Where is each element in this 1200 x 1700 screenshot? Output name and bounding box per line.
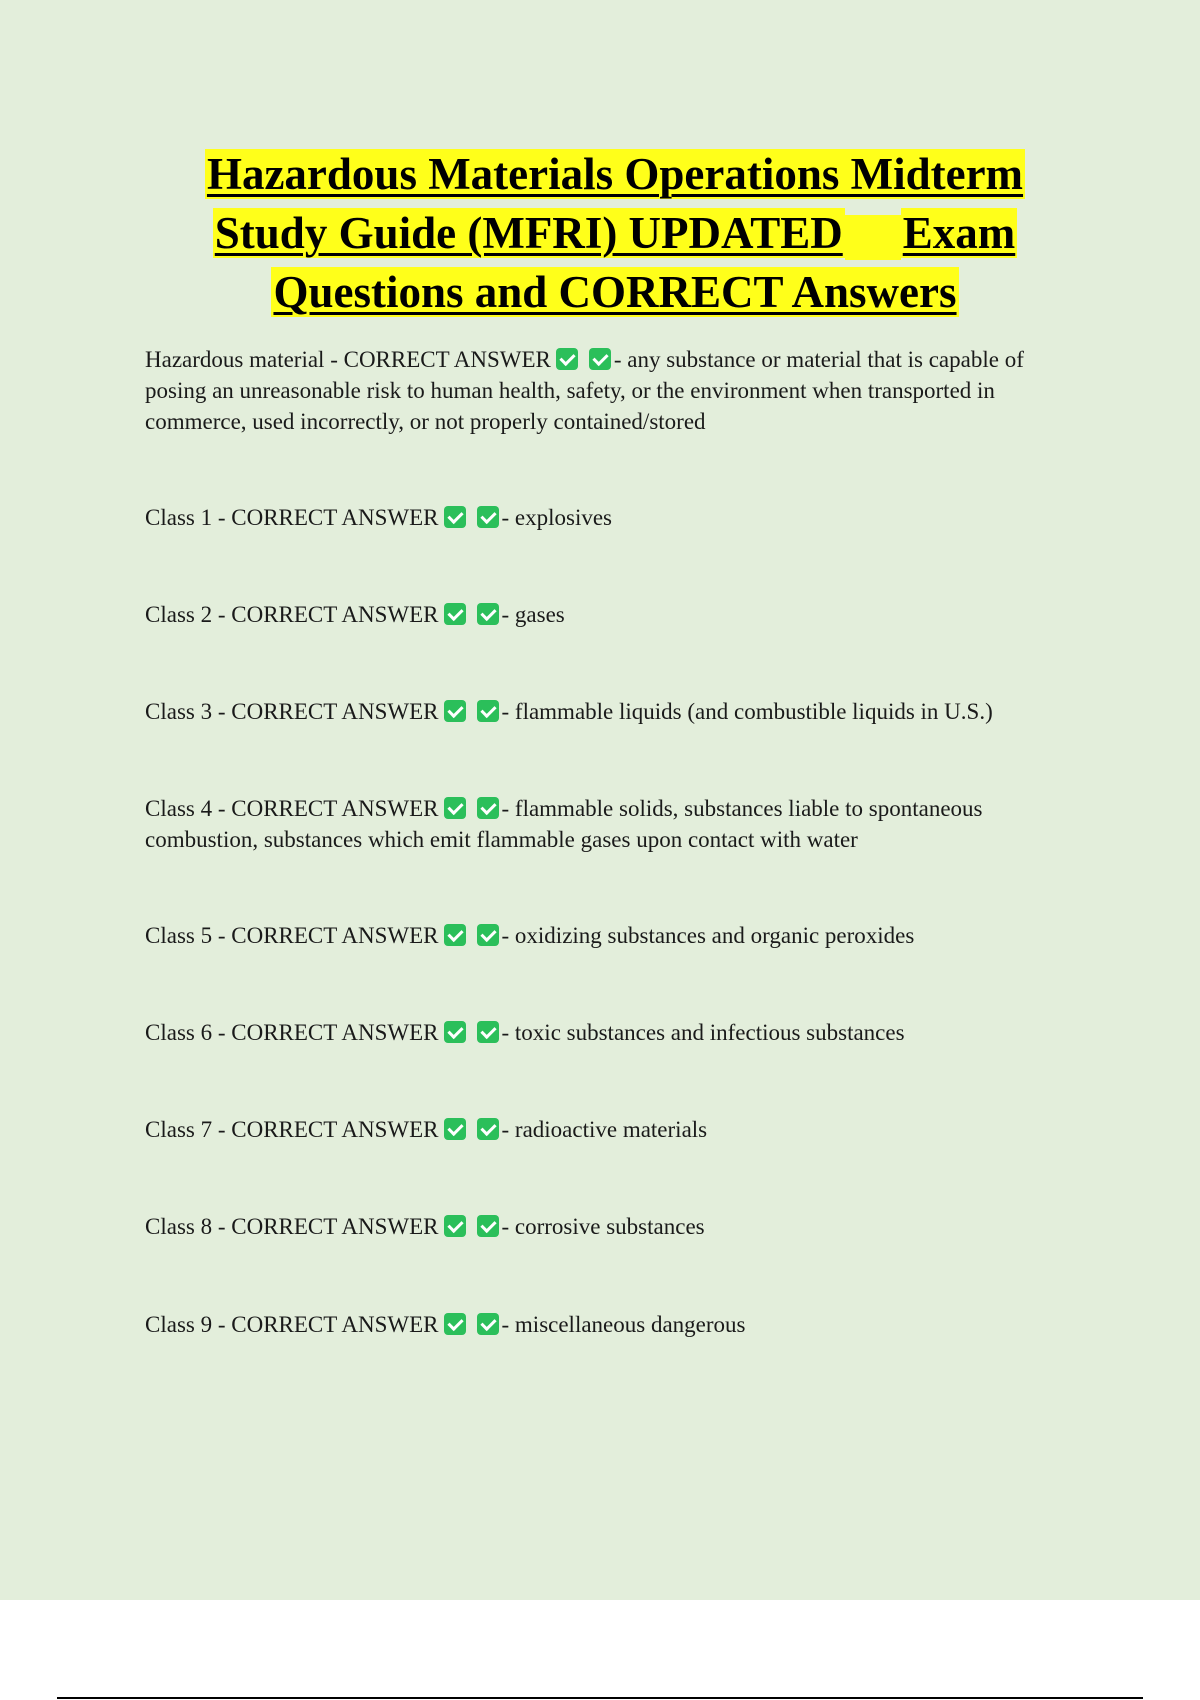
check-box-icon bbox=[444, 1118, 466, 1140]
footer-divider bbox=[57, 1697, 1143, 1699]
title-line-3: Questions and CORRECT Answers bbox=[273, 267, 957, 317]
qa-entry bbox=[145, 502, 1075, 533]
check-box-icon bbox=[477, 1215, 499, 1237]
entry-definition: - oxidizing substances and organic peroxides bbox=[501, 923, 915, 948]
entry-definition: - flammable liquids (and combustible liquids in U.S.) bbox=[501, 699, 993, 724]
check-box-icon bbox=[444, 1313, 466, 1335]
check-box-icon bbox=[444, 1021, 466, 1043]
title-line-1: Hazardous Materials Operations Midterm bbox=[206, 149, 1024, 199]
entry-term: Class 1 - CORRECT ANSWER bbox=[145, 505, 439, 530]
entry-term: Class 4 - CORRECT ANSWER bbox=[145, 796, 439, 821]
title-line-2-part-2: Exam bbox=[902, 208, 1016, 258]
check-box-icon bbox=[444, 1215, 466, 1237]
check-box-icon bbox=[444, 506, 466, 528]
check-box-icon bbox=[444, 603, 466, 625]
qa-entry bbox=[145, 1211, 1075, 1242]
document-title bbox=[145, 145, 1085, 322]
qa-entry bbox=[145, 344, 1075, 437]
entry-definition: - corrosive substances bbox=[501, 1214, 705, 1239]
entry-term: Class 2 - CORRECT ANSWER bbox=[145, 602, 439, 627]
entry-term: Class 8 - CORRECT ANSWER bbox=[145, 1214, 439, 1239]
check-box-icon bbox=[477, 603, 499, 625]
qa-entry bbox=[145, 793, 1075, 855]
check-box-icon bbox=[477, 700, 499, 722]
entry-definition: - gases bbox=[501, 602, 565, 627]
entry-definition: - any substance or material that is capable of posing an unreasonable risk to human health, safety, or the environment when transported in commerce, used incorrectly, or not properly contained/stored bbox=[145, 347, 1024, 434]
check-box-icon bbox=[444, 700, 466, 722]
entry-term: Class 7 - CORRECT ANSWER bbox=[145, 1117, 439, 1142]
qa-entry bbox=[145, 1017, 1075, 1048]
check-box-icon bbox=[589, 348, 611, 370]
entry-definition: - flammable solids, substances liable to spontaneous combustion, substances which emit flammable gases upon contact with water bbox=[145, 796, 983, 852]
check-box-icon bbox=[444, 797, 466, 819]
entry-definition: - radioactive materials bbox=[501, 1117, 708, 1142]
qa-entry bbox=[145, 1114, 1075, 1145]
entry-definition: - toxic substances and infectious substances bbox=[501, 1020, 905, 1045]
entry-term: Class 5 - CORRECT ANSWER bbox=[145, 923, 439, 948]
check-box-icon bbox=[477, 1021, 499, 1043]
entry-term: Class 9 - CORRECT ANSWER bbox=[145, 1312, 439, 1337]
entry-term: Class 6 - CORRECT ANSWER bbox=[145, 1020, 439, 1045]
check-box-icon bbox=[477, 797, 499, 819]
qa-entry bbox=[145, 696, 1075, 727]
entry-definition: - miscellaneous dangerous bbox=[501, 1312, 746, 1337]
check-box-icon bbox=[477, 1313, 499, 1335]
qa-entry bbox=[145, 1309, 1075, 1340]
entry-definition: - explosives bbox=[501, 505, 613, 530]
qa-entry bbox=[145, 920, 1075, 951]
qa-entry bbox=[145, 599, 1075, 630]
entry-term: Class 3 - CORRECT ANSWER bbox=[145, 699, 439, 724]
title-highlight-gap bbox=[845, 215, 901, 260]
check-box-icon bbox=[477, 924, 499, 946]
check-box-icon bbox=[477, 1118, 499, 1140]
entry-term: Hazardous material - CORRECT ANSWER bbox=[145, 347, 551, 372]
check-box-icon bbox=[444, 924, 466, 946]
title-line-2-part-1: Study Guide (MFRI) UPDATED bbox=[214, 208, 843, 258]
check-box-icon bbox=[477, 506, 499, 528]
check-box-icon bbox=[556, 348, 578, 370]
